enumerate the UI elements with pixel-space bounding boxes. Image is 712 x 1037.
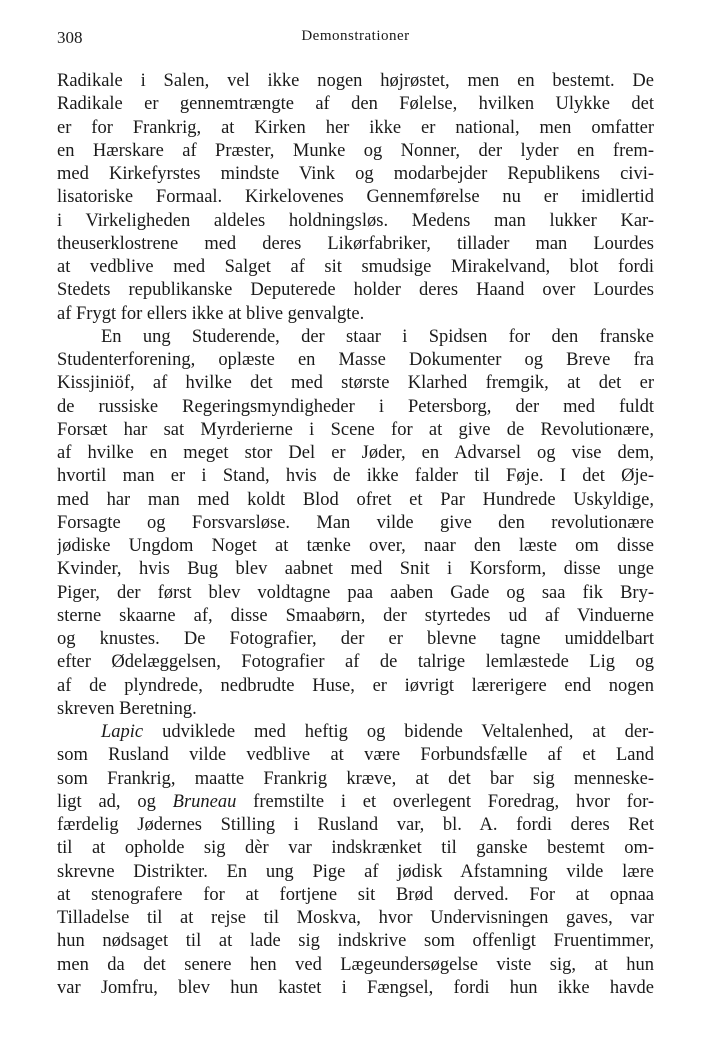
text-line: en Hærskare af Præster, Munke og Nonner, der lyder en frem- bbox=[57, 140, 654, 161]
text-line: af de plyndrede, nedbrudte Huse, er iøvrigt lærerigere end nogen bbox=[57, 675, 654, 696]
text-line: jødiske Ungdom Noget at tænke over, naar den læste om disse bbox=[57, 536, 654, 556]
text-line bbox=[57, 721, 654, 744]
text-line: af hvilke en meget stor Del er Jøder, en Advarsel og vise dem, bbox=[57, 443, 654, 463]
text-line: at vedblive med Salget af sit smudsige Mirakelvand, blot fordi bbox=[57, 257, 654, 277]
text-line: med Kirkefyrstes mindste Vink og modarbejder Republikens civi- bbox=[57, 164, 654, 184]
text-line: Stedets republikanske Deputerede holder deres Haand over Lourdes bbox=[57, 280, 654, 301]
text-line: i Virkeligheden aldeles holdningsløs. Medens man lukker Kar- bbox=[57, 210, 654, 231]
name-lapic: Lapic bbox=[101, 722, 144, 742]
text-line: de russiske Regeringsmyndigheder i Petersborg, der med fuldt bbox=[57, 396, 654, 417]
page-number: 308 bbox=[57, 28, 83, 47]
text-line: er for Frankrig, at Kirken her ikke er national, men omfatter bbox=[57, 117, 654, 138]
name-bruneau: Bruneau bbox=[172, 791, 237, 812]
text-line: Studenterforening, oplæste en Masse Dokumenter og Breve fra bbox=[57, 350, 654, 370]
text-line: og knustes. De Fotografier, der er blevne tagne umiddelbart bbox=[57, 629, 654, 649]
text-line: som Rusland vilde vedblive at være Forbundsfælle af et Land bbox=[57, 745, 654, 766]
text-line: skrevne Distrikter. En ung Pige af jødisk Afstamning vilde lære bbox=[57, 861, 654, 882]
text-line: theuserklostrene med deres Likørfabriker, tillader man Lourdes bbox=[57, 233, 654, 254]
running-title: Demonstrationer bbox=[301, 28, 410, 44]
text-line: lisatoriske Formaal. Kirkelovenes Gennemførelse nu er imidlertid bbox=[57, 187, 654, 208]
text-line: som Frankrig, maatte Frankrig kræve, at det bar sig menneske- bbox=[57, 768, 654, 789]
text-line: sterne skaarne af, disse Smaabørn, der styrtedes ud af Vinduerne bbox=[57, 605, 654, 626]
text-line: efter Ødelæggelsen, Fotografier af de talrige lemlæstede Lig og bbox=[57, 652, 654, 673]
text-line: Radikale i Salen, vel ikke nogen højrøstet, men en bestemt. De bbox=[57, 71, 654, 91]
text-line: Forsagte og Forsvarsløse. Man vilde give den revolutionære bbox=[57, 512, 654, 533]
text-line: Piger, der først blev voldtagne paa aaben Gade og saa fik Bry- bbox=[57, 582, 654, 603]
text-line: Kvinder, hvis Bug blev aabnet med Snit i Korsform, disse unge bbox=[57, 559, 654, 580]
text-line: men da det senere hen ved Lægeundersøgelse viste sig, at hun bbox=[57, 954, 654, 975]
text-line: hun nødsaget til at lade sig indskrive som offenligt Fruentimmer, bbox=[57, 931, 654, 952]
text-line: Radikale er gennemtrængte af den Følelse, hvilken Ulykke det bbox=[57, 94, 654, 115]
text-line: Forsæt har sat Myrderierne i Scene for at give de Revolutionære, bbox=[57, 419, 654, 440]
text-line: til at opholde sig dèr var indskrænket til ganske bestemt om- bbox=[57, 838, 654, 859]
body-text bbox=[57, 70, 654, 1000]
page-header bbox=[57, 28, 654, 52]
text-line-continuation: udviklede med heftig og bidende Veltalenhed, at der- bbox=[162, 722, 654, 742]
text-line: af Frygt for ellers ikke at blive genvalgte. bbox=[57, 303, 365, 324]
text-line: En ung Studerende, der staar i Spidsen for den franske bbox=[101, 326, 654, 347]
text-line: at stenografere for at fortjene sit Brød derved. For at opnaa bbox=[57, 884, 654, 905]
text-line-start: ligt ad, og bbox=[57, 791, 156, 812]
text-line: skreven Beretning. bbox=[57, 698, 197, 719]
text-line: hvortil man er i Stand, hvis de ikke falder til Føje. I det Øje- bbox=[57, 466, 654, 487]
text-line: Kissjiniöf, af hvilke det med største Klarhed fremgik, at det er bbox=[57, 373, 654, 394]
text-line: med har man med koldt Blod ofret et Par Hundrede Uskyldige, bbox=[57, 489, 654, 510]
text-line: var Jomfru, blev hun kastet i Fængsel, fordi hun ikke havde bbox=[57, 977, 654, 998]
text-line bbox=[57, 791, 654, 814]
text-line: Tilladelse til at rejse til Moskva, hvor Undervisningen gaves, var bbox=[57, 908, 654, 928]
text-line: færdelig Jødernes Stilling i Rusland var, bl. A. fordi deres Ret bbox=[57, 815, 654, 835]
text-line-continuation: fremstilte i et overlegent Foredrag, hvor for- bbox=[253, 791, 654, 812]
